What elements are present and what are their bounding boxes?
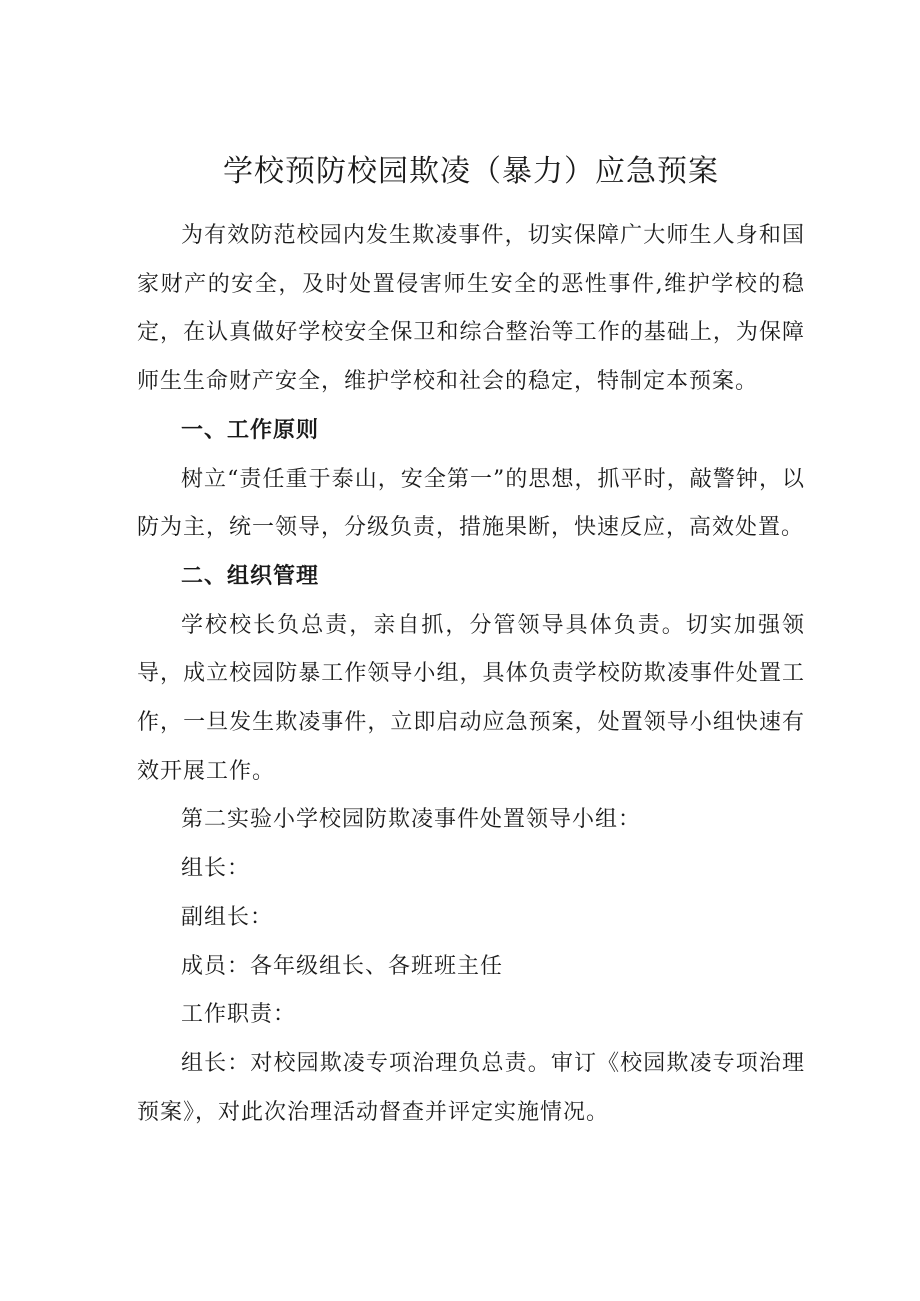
leader-line: 组长： — [181, 856, 251, 882]
duties-label-line: 工作职责： — [181, 1002, 297, 1028]
group-title-line: 第二实验小学校园防欺凌事件处置领导小组： — [181, 807, 642, 833]
document-title: 学校预防校园欺凌（暴力）应急预案 — [223, 154, 719, 189]
intro-paragraph: 为有效防范校园内发生欺凌事件，切实保障广大师生人身和国家财产的安全，及时处置侵害师生安全的恶性事件,维护学校的稳定，在认真做好学校安全保卫和综合整治等工作的基础上，为保障师生生命财产安全，维护学校和社会的稳定，特制定本预案。 — [137, 223, 805, 395]
section-heading-work-principles: 一、工作原则 — [181, 417, 320, 443]
section-heading-organization: 二、组织管理 — [181, 563, 320, 589]
document-page — [137, 148, 805, 1137]
members-line: 成员：各年级组长、各班班主任 — [181, 953, 504, 979]
work-principles-paragraph: 树立“责任重于泰山，安全第一”的思想，抓平时，敲警钟，以防为主，统一领导，分级负责，措施果断，快速反应，高效处置。 — [137, 466, 805, 541]
deputy-leader-line: 副组长： — [181, 904, 274, 930]
organization-paragraph: 学校校长负总责，亲自抓，分管领导具体负责。切实加强领导，成立校园防暴工作领导小组，具体负责学校防欺凌事件处置工作，一旦发生欺凌事件，立即启动应急预案，处置领导小组快速有效开展工作。 — [137, 612, 805, 784]
leader-duty-paragraph: 组长：对校园欺凌专项治理负总责。审订《校园欺凌专项治理预案》，对此次治理活动督查并评定实施情况。 — [137, 1050, 805, 1125]
